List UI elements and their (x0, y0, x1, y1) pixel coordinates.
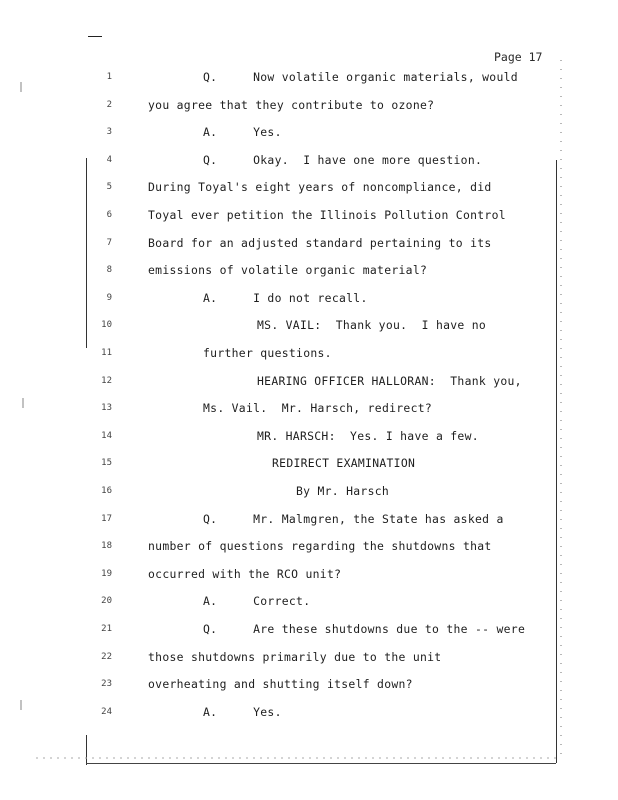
line-text: A. Correct. (203, 594, 311, 609)
line-text: REDIRECT EXAMINATION (272, 456, 416, 471)
line-number: 12 (101, 375, 112, 386)
line-number: 5 (106, 182, 112, 193)
line-text: Q. Are these shutdowns due to the -- were (203, 622, 526, 636)
line-number: 19 (101, 568, 112, 579)
transcript-line (0, 236, 618, 254)
line-text: overheating and shutting itself down? (148, 677, 413, 692)
transcript-line (0, 567, 618, 585)
transcript-line (0, 70, 618, 88)
line-text: Q. Now volatile organic materials, would (203, 70, 518, 84)
transcript-line (0, 705, 618, 723)
line-text: A. Yes. (203, 125, 282, 140)
transcript-line (0, 594, 618, 612)
transcript-line (0, 125, 618, 143)
transcript-line (0, 622, 618, 640)
transcript-line (0, 291, 618, 309)
line-number: 8 (106, 265, 112, 276)
transcript-line (0, 208, 618, 226)
line-text: number of questions regarding the shutdowns that (148, 539, 492, 554)
transcript-line (0, 374, 618, 392)
line-number: 16 (101, 486, 112, 496)
transcript-line (0, 346, 618, 364)
line-text: A. I do not recall. (203, 290, 368, 305)
line-number: 1 (106, 72, 112, 82)
line-text: further questions. (203, 346, 332, 360)
line-number: 10 (101, 320, 112, 331)
line-text: Q. Okay. I have one more question. (203, 152, 483, 167)
transcript-line (0, 484, 618, 502)
transcript-line (0, 318, 618, 336)
transcript-line (0, 650, 618, 668)
transcript-line (0, 401, 618, 419)
line-text: occurred with the RCO unit? (148, 566, 342, 581)
line-text: emissions of volatile organic material? (148, 263, 428, 278)
line-text: Toyal ever petition the Illinois Pollution Control (148, 208, 506, 222)
transcript-line (0, 98, 618, 116)
line-number: 13 (101, 403, 112, 414)
transcript-line (0, 429, 618, 447)
transcript-line (0, 153, 618, 171)
scan-noise-bottom (36, 757, 556, 759)
line-number: 22 (101, 651, 112, 662)
line-number: 20 (101, 596, 112, 607)
line-number: 15 (101, 458, 112, 469)
line-number: 11 (101, 348, 112, 358)
line-text: By Mr. Harsch (296, 484, 390, 498)
left-border-line-bottom (86, 735, 87, 765)
line-text: those shutdowns primarily due to the unit (148, 649, 442, 664)
line-number: 9 (106, 292, 112, 303)
line-number: 21 (101, 624, 112, 634)
line-text: Ms. Vail. Mr. Harsch, redirect? (203, 401, 433, 416)
transcript-line (0, 180, 618, 198)
line-text: A. Yes. (203, 704, 282, 719)
line-number: 7 (106, 237, 112, 248)
line-text: During Toyal's eight years of noncompliance, did (148, 180, 492, 195)
transcript-line (0, 677, 618, 695)
line-text: Board for an adjusted standard pertaining to its (148, 235, 492, 250)
page-number-label: Page 17 (494, 50, 543, 64)
line-text: you agree that they contribute to ozone? (148, 97, 435, 112)
line-text: Q. Mr. Malmgren, the State has asked a (203, 511, 504, 526)
line-number: 4 (106, 154, 112, 165)
line-text: MR. HARSCH: Yes. I have a few. (257, 428, 479, 443)
line-number: 24 (101, 706, 112, 717)
line-text: HEARING OFFICER HALLORAN: Thank you, (257, 373, 522, 388)
line-number: 18 (101, 541, 112, 552)
line-number: 23 (101, 679, 112, 690)
top-mark (88, 36, 102, 37)
line-text: MS. VAIL: Thank you. I have no (257, 318, 487, 333)
line-number: 6 (106, 210, 112, 220)
line-number: 17 (101, 513, 112, 524)
line-number: 2 (106, 99, 112, 110)
transcript-line (0, 539, 618, 557)
transcript-line (0, 512, 618, 530)
line-number: 14 (101, 430, 112, 441)
line-number: 3 (106, 127, 112, 138)
bottom-border-line (86, 763, 556, 764)
transcript-line (0, 456, 618, 474)
transcript-line (0, 263, 618, 281)
